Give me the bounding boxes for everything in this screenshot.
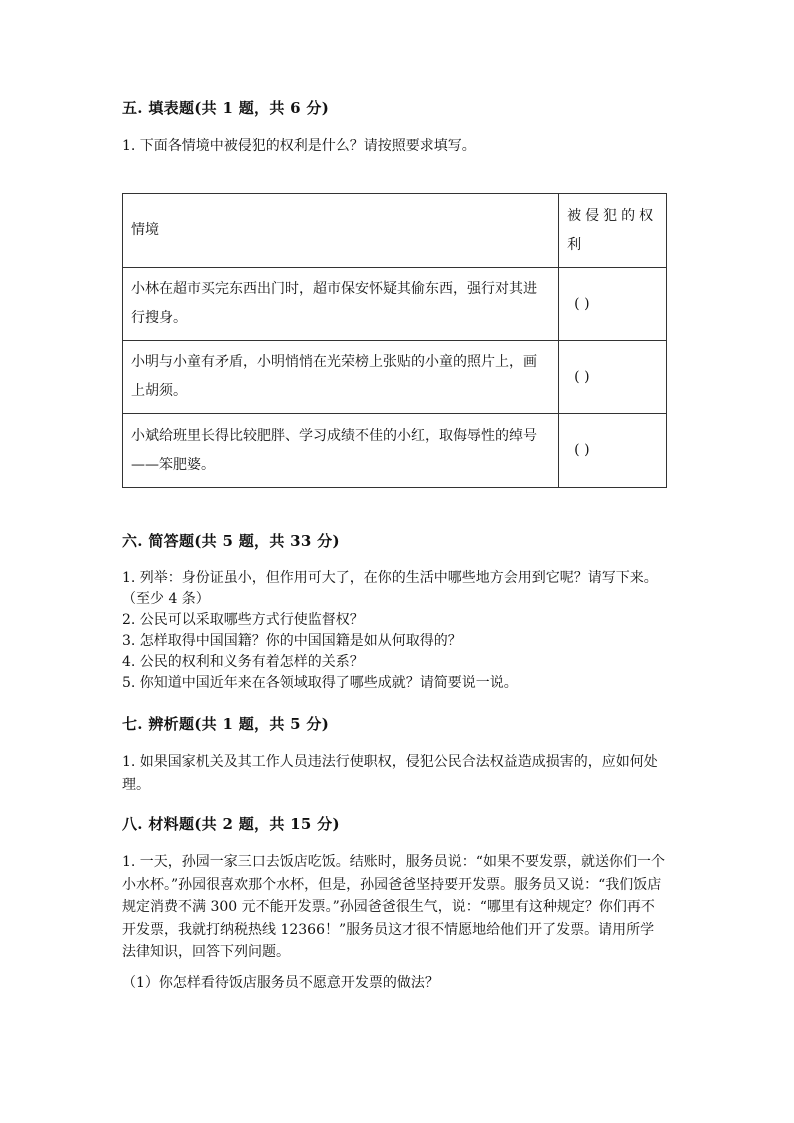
section-5-heading: 五. 填表题(共 1 题，共 6 分) xyxy=(122,99,330,117)
list-item: 4. 公民的权利和义务有着怎样的关系？ xyxy=(122,654,364,670)
section-8-material: 1. 一天，孙园一家三口去饭店吃饭。结账时，服务员说：“如果不要发票，就送你们一个小水杯。”孙园很喜欢那个水杯，但是，孙园爸爸坚持要开发票。服务员又说：“我们饭店规定消费不满 300 元不能开发票。”孙园爸爸很生气，说：“哪里有这种规定？你们再不开发票，我就打纳税热线 12366！”服务员这才很不情愿地给他们开了发票。请用所学法律知识，回答下列问题。 xyxy=(122,854,665,960)
table-cell-scenario: 小明与小童有矛盾，小明悄悄在光荣榜上张贴的小童的照片上，画上胡须。 xyxy=(123,341,559,414)
list-item: 2. 公民可以采取哪些方式行使监督权？ xyxy=(122,612,364,628)
section-6-heading: 六. 简答题(共 5 题，共 33 分) xyxy=(122,532,340,550)
table-cell-answer-blank xyxy=(559,341,667,414)
answer-blank: ( ) xyxy=(574,442,590,458)
section-8-sub-question: （1）你怎样看待饭店服务员不愿意开发票的做法？ xyxy=(122,975,439,991)
section-5-question: 1. 下面各情境中被侵犯的权利是什么？请按照要求填写。 xyxy=(122,138,476,154)
section-7-heading: 七. 辨析题(共 1 题，共 5 分) xyxy=(122,715,330,733)
list-item: 3. 怎样取得中国国籍？你的中国国籍是如从何取得的？ xyxy=(122,633,462,649)
table-header-violated-right: 被侵犯的权利 xyxy=(559,194,667,268)
table-row xyxy=(123,414,667,488)
answer-blank: ( ) xyxy=(574,368,590,385)
table-row xyxy=(123,341,667,414)
table-cell-answer-blank xyxy=(559,414,667,488)
section-8-heading: 八. 材料题(共 2 题，共 15 分) xyxy=(122,815,340,833)
section-6-list xyxy=(122,568,667,694)
list-item: 5. 你知道中国近年来在各领域取得了哪些成就？请简要说一说。 xyxy=(122,675,518,691)
list-item: 1. 列举：身份证虽小，但作用可大了，在你的生活中哪些地方会用到它呢？请写下来。（至少 4 条） xyxy=(122,570,658,607)
answer-blank: ( ) xyxy=(574,295,590,312)
table-cell-scenario: 小斌给班里长得比较肥胖、学习成绩不佳的小红，取侮辱性的绰号——笨肥婆。 xyxy=(123,414,559,488)
section-7-question: 1. 如果国家机关及其工作人员违法行使职权，侵犯公民合法权益造成损害的，应如何处理。 xyxy=(122,754,658,793)
table-header-scenario: 情境 xyxy=(123,194,559,268)
table-header-row xyxy=(123,194,667,268)
table-cell-answer-blank xyxy=(559,268,667,341)
rights-table xyxy=(122,193,667,488)
table-row xyxy=(123,268,667,341)
table-cell-scenario: 小林在超市买完东西出门时，超市保安怀疑其偷东西，强行对其进行搜身。 xyxy=(123,268,559,341)
